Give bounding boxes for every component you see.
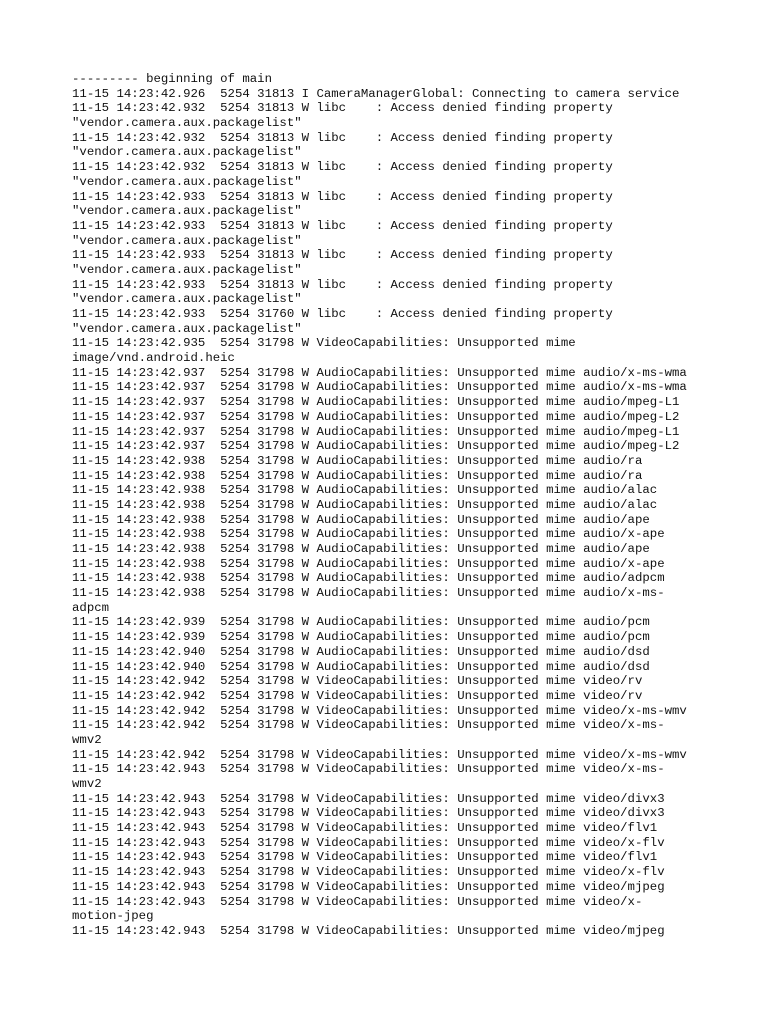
log-line: wmv2 — [72, 777, 102, 791]
log-line: 11-15 14:23:42.932 5254 31813 W libc : Access denied finding property — [72, 130, 613, 145]
log-line: 11-15 14:23:42.933 5254 31813 W libc : Access denied finding property — [72, 189, 613, 204]
log-line: image/vnd.android.heic — [72, 351, 235, 366]
log-line: 11-15 14:23:42.938 5254 31798 W AudioCapabilities: Unsupported mime audio/alac — [72, 483, 658, 498]
log-line: 11-15 14:23:42.940 5254 31798 W AudioCapabilities: Unsupported mime audio/dsd — [72, 659, 650, 674]
log-line: 11-15 14:23:42.943 5254 31798 W VideoCapabilities: Unsupported mime video/x- — [72, 894, 643, 909]
log-line: wmv2 — [72, 732, 102, 747]
log-line: 11-15 14:23:42.943 5254 31798 W VideoCapabilities: Unsupported mime video/mjpeg — [72, 879, 665, 894]
log-line: --------- beginning of main — [72, 72, 273, 86]
log-line: 11-15 14:23:42.933 5254 31813 W libc : Access denied finding property — [72, 277, 613, 292]
log-line: 11-15 14:23:42.933 5254 31813 W libc : Access denied finding property — [72, 248, 613, 263]
log-line: 11-15 14:23:42.937 5254 31798 W AudioCapabilities: Unsupported mime audio/x-ms-wma — [72, 365, 687, 380]
log-line: 11-15 14:23:42.939 5254 31798 W AudioCapabilities: Unsupported mime audio/pcm — [72, 615, 650, 630]
log-line: 11-15 14:23:42.938 5254 31798 W AudioCapabilities: Unsupported mime audio/adpcm — [72, 571, 665, 586]
log-line: 11-15 14:23:42.932 5254 31813 W libc : Access denied finding property — [72, 101, 613, 116]
log-line: 11-15 14:23:42.933 5254 31813 W libc : Access denied finding property — [72, 218, 613, 233]
log-line: 11-15 14:23:42.938 5254 31798 W AudioCapabilities: Unsupported mime audio/x-ape — [72, 527, 665, 542]
log-line: 11-15 14:23:42.943 5254 31798 W VideoCapabilities: Unsupported mime video/x-ms- — [72, 762, 665, 777]
log-line: 11-15 14:23:42.937 5254 31798 W AudioCapabilities: Unsupported mime audio/x-ms-wma — [72, 380, 687, 395]
log-line: motion-jpeg — [72, 909, 154, 924]
log-line: 11-15 14:23:42.933 5254 31760 W libc : Access denied finding property — [72, 307, 613, 321]
log-line: 11-15 14:23:42.926 5254 31813 I CameraManagerGlobal: Connecting to camera service — [72, 86, 680, 101]
log-line: 11-15 14:23:42.938 5254 31798 W AudioCapabilities: Unsupported mime audio/x-ape — [72, 556, 665, 571]
log-line: 11-15 14:23:42.937 5254 31798 W AudioCapabilities: Unsupported mime audio/mpeg-L1 — [72, 395, 680, 410]
log-line: "vendor.camera.aux.packagelist" — [72, 262, 302, 277]
log-line: 11-15 14:23:42.938 5254 31798 W AudioCapabilities: Unsupported mime audio/ra — [72, 453, 643, 468]
log-document — [72, 72, 732, 939]
log-line: 11-15 14:23:42.943 5254 31798 W VideoCapabilities: Unsupported mime video/x-flv — [72, 835, 665, 850]
log-line: "vendor.camera.aux.packagelist" — [72, 145, 302, 160]
log-line: 11-15 14:23:42.942 5254 31798 W VideoCapabilities: Unsupported mime video/x-ms- — [72, 718, 665, 733]
log-line: 11-15 14:23:42.942 5254 31798 W VideoCapabilities: Unsupported mime video/rv — [72, 674, 643, 689]
log-line: 11-15 14:23:42.938 5254 31798 W AudioCapabilities: Unsupported mime audio/x-ms- — [72, 586, 665, 601]
log-line: 11-15 14:23:42.939 5254 31798 W AudioCapabilities: Unsupported mime audio/pcm — [72, 630, 650, 645]
log-line: 11-15 14:23:42.935 5254 31798 W VideoCapabilities: Unsupported mime — [72, 336, 576, 351]
log-line: 11-15 14:23:42.942 5254 31798 W VideoCapabilities: Unsupported mime video/rv — [72, 688, 643, 703]
log-line: 11-15 14:23:42.940 5254 31798 W AudioCapabilities: Unsupported mime audio/dsd — [72, 644, 650, 659]
log-line: adpcm — [72, 600, 110, 615]
log-line: 11-15 14:23:42.943 5254 31798 W VideoCapabilities: Unsupported mime video/mjpeg — [72, 923, 665, 938]
log-line: 11-15 14:23:42.937 5254 31798 W AudioCapabilities: Unsupported mime audio/mpeg-L2 — [72, 409, 680, 424]
log-line: 11-15 14:23:42.943 5254 31798 W VideoCapabilities: Unsupported mime video/x-flv — [72, 865, 665, 880]
log-line: 11-15 14:23:42.943 5254 31798 W VideoCapabilities: Unsupported mime video/divx3 — [72, 791, 665, 806]
log-line: 11-15 14:23:42.938 5254 31798 W AudioCapabilities: Unsupported mime audio/ape — [72, 542, 650, 556]
log-line: 11-15 14:23:42.938 5254 31798 W AudioCapabilities: Unsupported mime audio/ape — [72, 512, 650, 527]
log-line: "vendor.camera.aux.packagelist" — [72, 233, 302, 248]
log-line: "vendor.camera.aux.packagelist" — [72, 116, 302, 131]
log-line: 11-15 14:23:42.937 5254 31798 W AudioCapabilities: Unsupported mime audio/mpeg-L1 — [72, 424, 680, 439]
log-line: 11-15 14:23:42.938 5254 31798 W AudioCapabilities: Unsupported mime audio/alac — [72, 497, 658, 512]
log-line: 11-15 14:23:42.943 5254 31798 W VideoCapabilities: Unsupported mime video/flv1 — [72, 850, 658, 865]
log-line: 11-15 14:23:42.942 5254 31798 W VideoCapabilities: Unsupported mime video/x-ms-wmv — [72, 703, 687, 718]
log-line: 11-15 14:23:42.942 5254 31798 W VideoCapabilities: Unsupported mime video/x-ms-wmv — [72, 747, 687, 762]
log-line: "vendor.camera.aux.packagelist" — [72, 204, 302, 219]
log-line: "vendor.camera.aux.packagelist" — [72, 292, 302, 307]
log-line: 11-15 14:23:42.937 5254 31798 W AudioCapabilities: Unsupported mime audio/mpeg-L2 — [72, 439, 680, 454]
log-line: 11-15 14:23:42.943 5254 31798 W VideoCapabilities: Unsupported mime video/divx3 — [72, 806, 665, 821]
log-line: "vendor.camera.aux.packagelist" — [72, 174, 302, 189]
log-line: "vendor.camera.aux.packagelist" — [72, 321, 302, 336]
log-line: 11-15 14:23:42.932 5254 31813 W libc : Access denied finding property — [72, 160, 613, 175]
log-line: 11-15 14:23:42.938 5254 31798 W AudioCapabilities: Unsupported mime audio/ra — [72, 468, 643, 483]
log-line: 11-15 14:23:42.943 5254 31798 W VideoCapabilities: Unsupported mime video/flv1 — [72, 821, 658, 836]
